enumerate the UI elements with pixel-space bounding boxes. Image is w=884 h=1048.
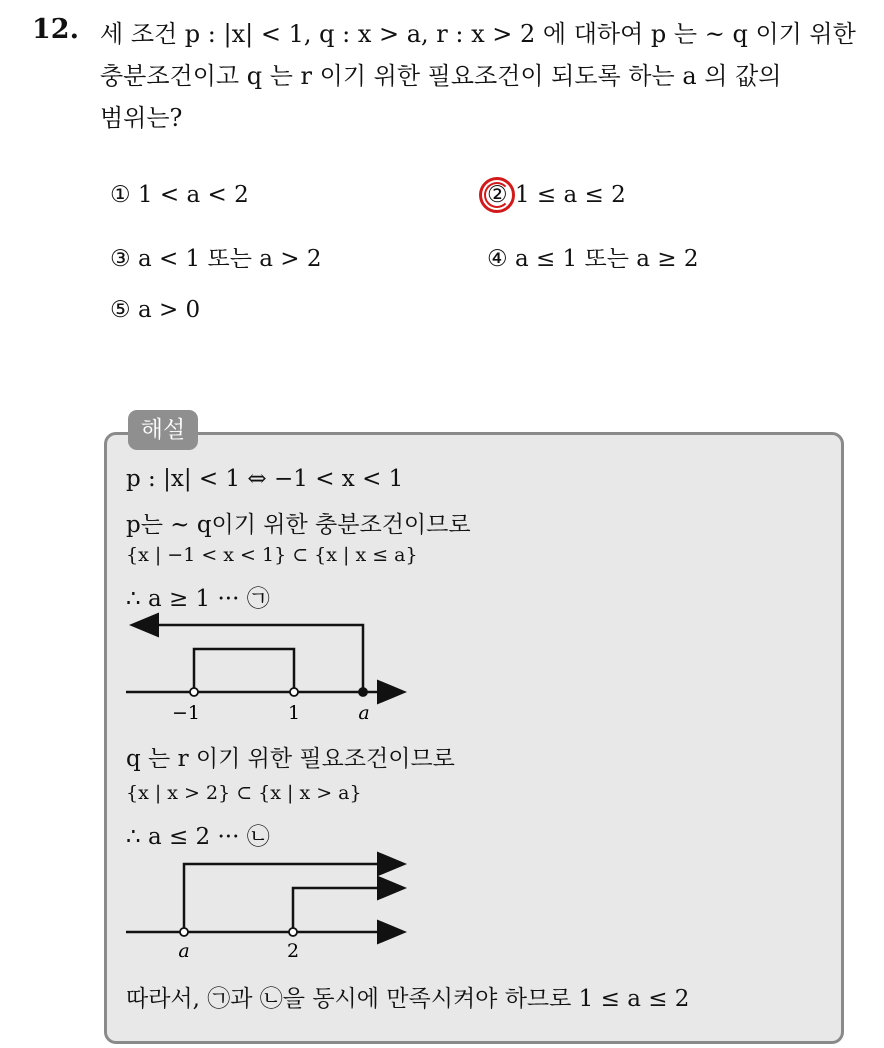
question-line-3: 범위는? — [100, 104, 183, 132]
choice-marker: ④ — [487, 246, 508, 272]
tick-label: a — [358, 702, 370, 724]
choice-3[interactable] — [110, 240, 321, 273]
answer-circle-mark — [479, 177, 515, 213]
choice-marker: ③ — [110, 246, 131, 272]
closed-point — [359, 688, 367, 696]
open-point — [190, 688, 198, 696]
solution-line-7: ∴ a ≤ 2 ··· ㉡ — [126, 824, 270, 850]
tick-label: a — [178, 940, 190, 962]
solution-line-3: {x | −1 < x < 1} ⊂ {x | x ≤ a} — [126, 544, 418, 566]
solution-conclusion: 따라서, ㉠과 ㉡을 동시에 만족시켜야 하므로 1 ≤ a ≤ 2 — [126, 986, 690, 1012]
tick-label: 2 — [286, 940, 300, 962]
choice-text: a > 0 — [137, 297, 201, 323]
choice-text: a < 1 또는 a > 2 — [137, 246, 322, 272]
solution-line-4: ∴ a ≥ 1 ··· ㉠ — [126, 586, 270, 612]
tick-label: −1 — [171, 702, 201, 724]
solution-line-1: p : |x| < 1 ⇔ −1 < x < 1 — [126, 466, 404, 492]
region-interval — [194, 649, 294, 692]
choice-marker: ① — [110, 182, 131, 208]
question-line-1: 세 조건 p : |x| < 1, q : x > a, r : x > 2 에 대하여 p 는 ~ q 이기 위한 — [100, 20, 856, 48]
choice-5[interactable] — [110, 297, 200, 323]
solution-line-2: p는 ~ q이기 위한 충분조건이므로 — [126, 512, 471, 538]
open-point — [289, 928, 297, 936]
open-point — [180, 928, 188, 936]
solution-line-5: q 는 r 이기 위한 필요조건이므로 — [126, 746, 455, 772]
solution-line-6: {x | x > 2} ⊂ {x | x > a} — [126, 782, 362, 804]
solution-tab: 해설 — [128, 410, 198, 450]
choice-marker: ⑤ — [110, 297, 131, 323]
choice-text: a ≤ 1 또는 a ≥ 2 — [514, 246, 699, 272]
choice-marker: ② — [487, 182, 508, 208]
region-x-gt-2 — [293, 888, 402, 932]
choice-text: 1 ≤ a ≤ 2 — [514, 182, 626, 208]
choice-1[interactable] — [110, 182, 249, 208]
open-point — [290, 688, 298, 696]
number-line-diagram-2 — [120, 855, 420, 965]
question-line-2: 충분조건이고 q 는 r 이기 위한 필요조건이 되도록 하는 a 의 값의 — [100, 62, 782, 90]
question-number: 12. — [32, 14, 79, 45]
region-x-le-a — [134, 625, 363, 692]
choice-text: 1 < a < 2 — [137, 182, 249, 208]
number-line-diagram-1 — [120, 615, 420, 725]
tick-label: 1 — [287, 702, 301, 724]
choice-4[interactable] — [487, 240, 698, 273]
